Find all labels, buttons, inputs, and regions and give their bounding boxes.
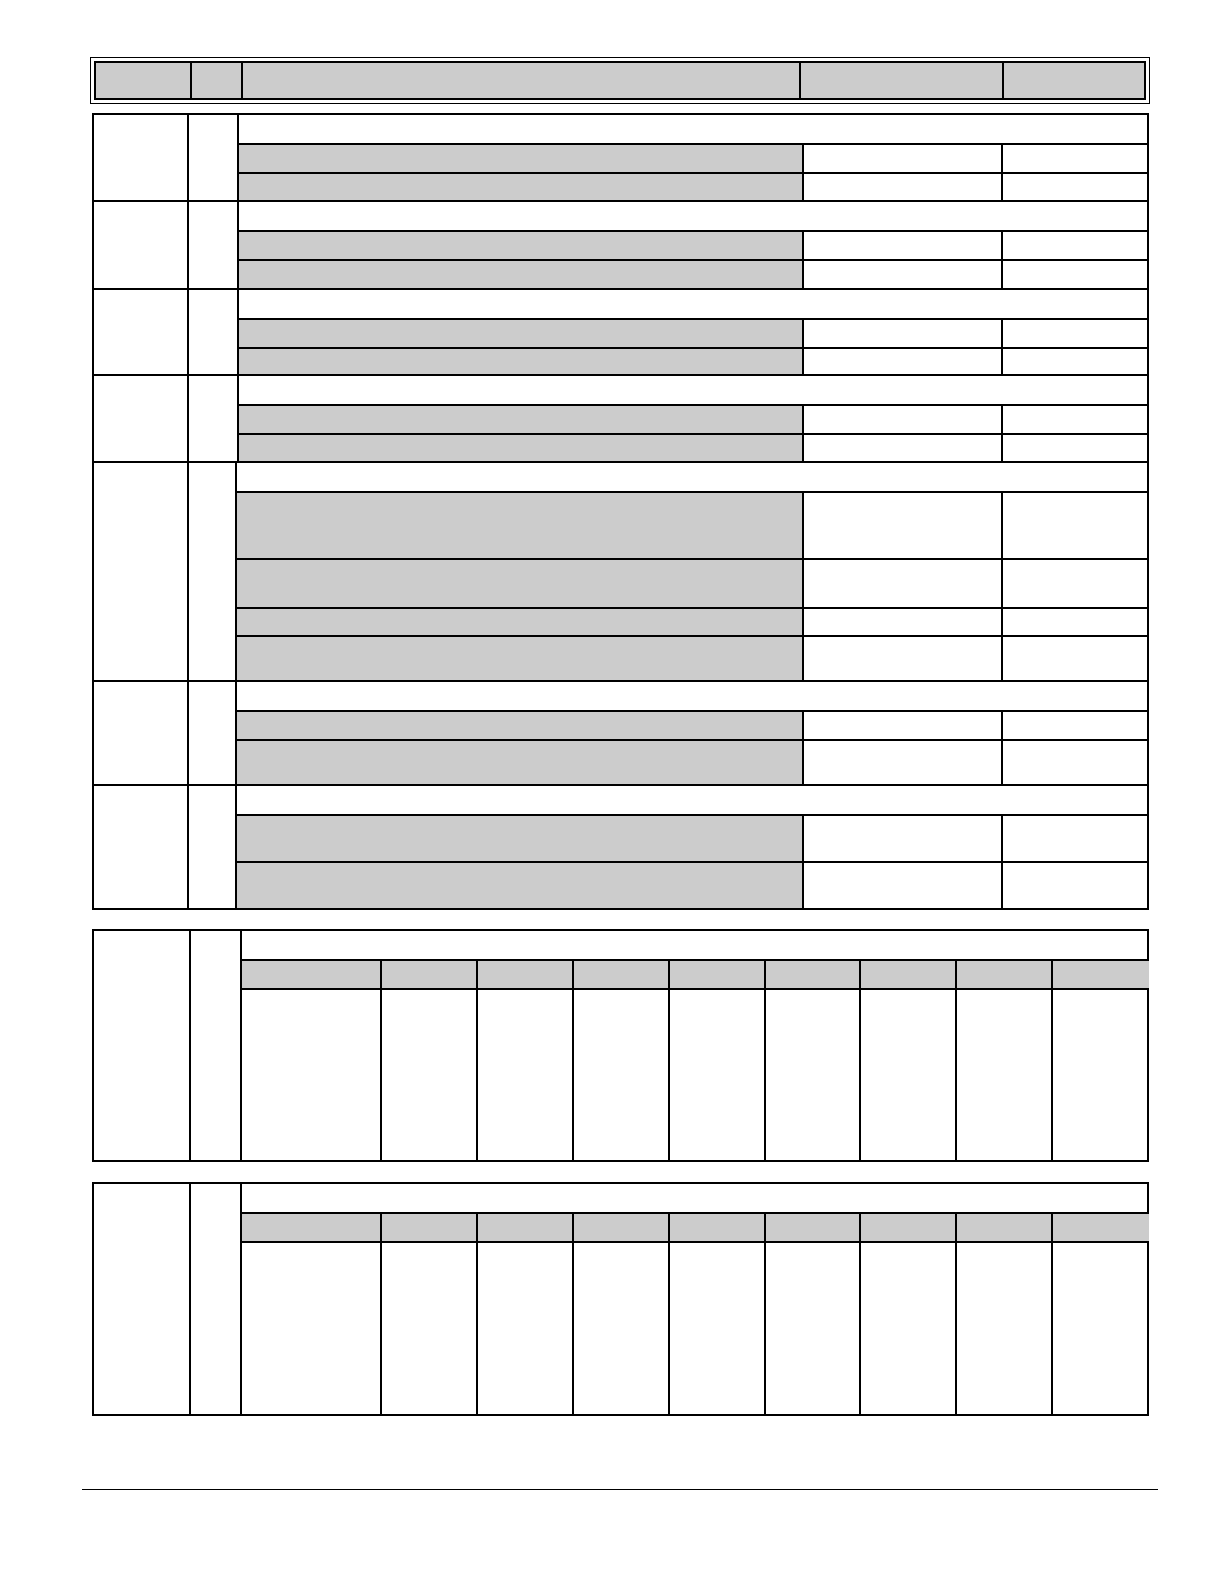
section-number	[187, 376, 237, 462]
row-value-a	[802, 230, 1001, 259]
grid-header-cell	[1051, 1214, 1149, 1243]
header-col-2	[190, 63, 241, 98]
grid-cell	[955, 990, 1051, 1162]
row-text	[237, 347, 804, 376]
row-text	[237, 143, 804, 172]
section-label	[94, 202, 187, 289]
row-text	[237, 230, 804, 259]
row-value-a	[802, 259, 1001, 289]
header-col-4	[799, 63, 1002, 98]
section-label	[94, 376, 187, 462]
section-2	[94, 200, 1147, 289]
grid-cell	[668, 1243, 764, 1416]
section-title	[235, 682, 1147, 710]
header-col-1	[96, 63, 190, 98]
section-number	[187, 202, 237, 289]
grid-cell	[955, 1243, 1051, 1416]
grid-table-1	[92, 929, 1149, 1162]
grid-number	[189, 931, 240, 1160]
section-1	[94, 115, 1147, 202]
row-value-b	[1001, 259, 1147, 289]
grid-cell	[764, 1243, 859, 1416]
row-value-a	[802, 739, 1001, 786]
row-value-b	[1001, 861, 1147, 908]
row-value-a	[802, 172, 1001, 202]
grid-cell	[476, 1243, 572, 1416]
section-number	[187, 682, 235, 786]
grid-cell	[572, 990, 668, 1162]
section-label	[94, 682, 187, 786]
grid-cell	[380, 990, 476, 1162]
grid-header-cell	[764, 1214, 859, 1243]
row-text	[237, 404, 804, 433]
grid-label	[94, 931, 189, 1160]
section-label	[94, 786, 187, 908]
grid-body	[240, 1212, 1147, 1414]
grid-header-cell	[955, 961, 1051, 990]
row-text	[237, 318, 804, 347]
header-inner	[94, 61, 1146, 100]
row-value-a	[802, 491, 1001, 558]
grid-header-cell	[476, 961, 572, 990]
section-label	[94, 115, 187, 202]
grid-header-cell	[380, 961, 476, 990]
section-title	[237, 376, 1147, 404]
section-5	[94, 461, 1147, 682]
section-label	[94, 290, 187, 376]
grid-cell	[668, 990, 764, 1162]
grid-header-cell	[572, 1214, 668, 1243]
grid-header-cell	[859, 1214, 955, 1243]
row-text	[235, 710, 804, 739]
row-value-b	[1001, 491, 1147, 558]
grid-table-2	[92, 1182, 1149, 1416]
grid-header-cell	[668, 961, 764, 990]
row-text	[237, 259, 804, 289]
row-value-b	[1001, 710, 1147, 739]
section-4	[94, 374, 1147, 462]
row-text	[235, 635, 804, 682]
section-3	[94, 288, 1147, 377]
row-value-b	[1001, 739, 1147, 786]
row-value-a	[802, 347, 1001, 376]
grid-cell	[1051, 1243, 1149, 1416]
header-col-3	[241, 63, 799, 98]
section-7	[94, 784, 1147, 908]
row-text	[235, 814, 804, 861]
header-col-5	[1002, 63, 1144, 98]
row-value-a	[802, 433, 1001, 462]
row-value-b	[1001, 814, 1147, 861]
header-bar	[90, 57, 1150, 104]
grid-header-cell	[572, 961, 668, 990]
row-value-a	[802, 861, 1001, 908]
section-title	[235, 463, 1147, 491]
grid-title	[240, 1184, 1147, 1212]
row-value-a	[802, 814, 1001, 861]
grid-cell	[859, 990, 955, 1162]
grid-title	[240, 931, 1147, 959]
section-title	[235, 786, 1147, 814]
row-text	[235, 861, 804, 908]
row-text	[235, 739, 804, 786]
row-value-a	[802, 318, 1001, 347]
grid-header-cell	[1051, 961, 1149, 990]
grid-header-cell	[764, 961, 859, 990]
grid-cell	[764, 990, 859, 1162]
section-label	[94, 463, 187, 682]
row-text	[235, 558, 804, 607]
grid-body	[240, 959, 1147, 1160]
grid-cell	[859, 1243, 955, 1416]
row-value-b	[1001, 172, 1147, 202]
row-value-b	[1001, 230, 1147, 259]
grid-header-cell	[476, 1214, 572, 1243]
row-value-a	[802, 404, 1001, 433]
row-text	[235, 607, 804, 635]
row-text	[237, 172, 804, 202]
grid-header-cell	[242, 961, 380, 990]
grid-cell	[572, 1243, 668, 1416]
grid-header-cell	[955, 1214, 1051, 1243]
grid-header-cell	[668, 1214, 764, 1243]
grid-cell	[380, 1243, 476, 1416]
row-value-a	[802, 710, 1001, 739]
section-number	[187, 786, 235, 908]
row-value-b	[1001, 607, 1147, 635]
footer-rule	[82, 1489, 1158, 1490]
main-table	[92, 113, 1149, 910]
section-6	[94, 680, 1147, 786]
grid-header-cell	[380, 1214, 476, 1243]
section-title	[237, 202, 1147, 230]
row-value-b	[1001, 347, 1147, 376]
row-value-b	[1001, 433, 1147, 462]
row-text	[237, 433, 804, 462]
section-title	[237, 115, 1147, 143]
section-number	[187, 463, 235, 682]
row-value-a	[802, 558, 1001, 607]
row-value-a	[802, 143, 1001, 172]
grid-header-cell	[859, 961, 955, 990]
row-value-a	[802, 635, 1001, 682]
row-value-b	[1001, 318, 1147, 347]
grid-number	[189, 1184, 240, 1414]
row-value-b	[1001, 635, 1147, 682]
grid-cell	[1051, 990, 1149, 1162]
row-value-b	[1001, 558, 1147, 607]
grid-cell	[242, 990, 380, 1162]
grid-label	[94, 1184, 189, 1414]
row-text	[235, 491, 804, 558]
grid-cell	[242, 1243, 380, 1416]
row-value-b	[1001, 404, 1147, 433]
section-number	[187, 290, 237, 376]
grid-cell	[476, 990, 572, 1162]
section-number	[187, 115, 237, 202]
grid-header-cell	[242, 1214, 380, 1243]
section-title	[237, 290, 1147, 318]
row-value-a	[802, 607, 1001, 635]
row-value-b	[1001, 143, 1147, 172]
